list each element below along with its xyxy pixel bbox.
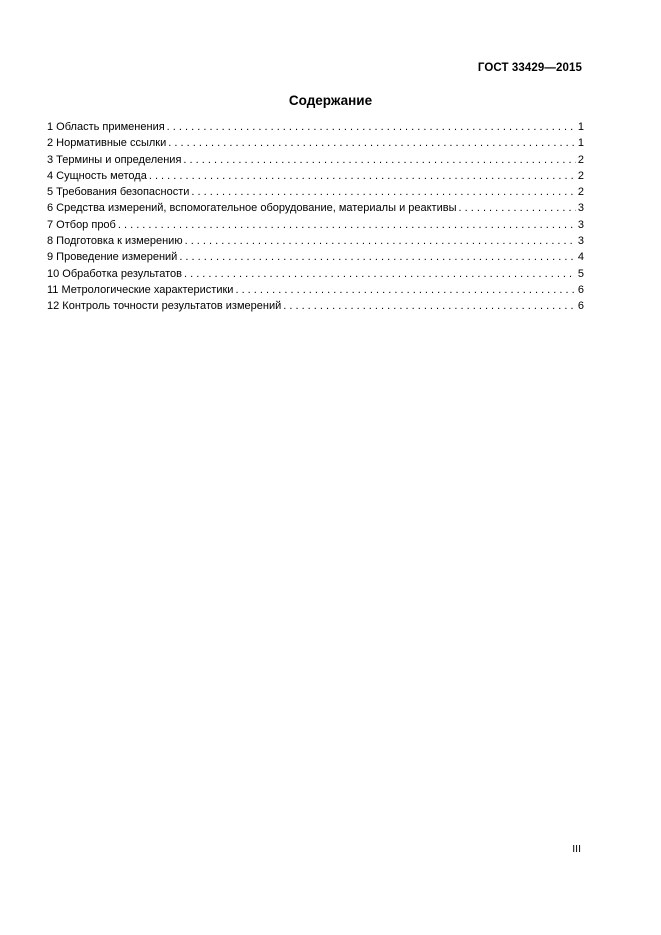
toc-entry-page: 1 bbox=[577, 137, 584, 150]
toc-entry-label: 2 Нормативные ссылки bbox=[47, 137, 167, 150]
toc-entry[interactable] bbox=[47, 266, 584, 282]
toc-entry-label: 4 Сущность метода bbox=[47, 169, 147, 182]
toc-entry[interactable] bbox=[47, 233, 584, 249]
toc-entry-label: 6 Средства измерений, вспомогательное оборудование, материалы и реактивы bbox=[47, 202, 457, 215]
toc-dot-leader bbox=[182, 266, 576, 282]
toc-entry-page: 6 bbox=[577, 300, 584, 313]
toc-entry-label: 11 Метрологические характеристики bbox=[47, 283, 234, 296]
toc-entry-page: 3 bbox=[577, 202, 584, 215]
toc-title: Содержание bbox=[288, 93, 373, 108]
toc-dot-leader bbox=[281, 298, 576, 314]
toc-entry[interactable] bbox=[47, 282, 584, 298]
toc-entry-page: 4 bbox=[577, 251, 584, 264]
toc-entry-page: 1 bbox=[577, 121, 584, 133]
toc-entry[interactable] bbox=[47, 135, 584, 151]
toc-entry-label: 9 Проведение измерений bbox=[47, 251, 178, 264]
toc-entry-page: 3 bbox=[577, 235, 584, 248]
toc-entry[interactable] bbox=[47, 168, 584, 184]
toc-entry-label: 8 Подготовка к измерению bbox=[47, 235, 183, 248]
toc-dot-leader bbox=[116, 217, 576, 233]
toc-entry-label: 12 Контроль точности результатов измерений bbox=[47, 300, 282, 313]
toc-entry[interactable] bbox=[47, 184, 584, 200]
toc-entry[interactable] bbox=[47, 217, 584, 233]
toc-dot-leader bbox=[147, 168, 576, 184]
toc-entry-page: 6 bbox=[577, 283, 584, 296]
toc-dot-leader bbox=[233, 282, 576, 298]
toc-dot-leader bbox=[183, 233, 576, 249]
toc-entry[interactable] bbox=[47, 119, 584, 135]
toc-entry-page: 2 bbox=[577, 186, 584, 199]
toc-entry[interactable] bbox=[47, 152, 584, 168]
toc-entry-label: 5 Требования безопасности bbox=[47, 186, 190, 199]
toc-dot-leader bbox=[181, 152, 576, 168]
toc-entry-page: 3 bbox=[577, 218, 584, 231]
toc-entry[interactable] bbox=[47, 200, 584, 216]
toc-dot-leader bbox=[166, 135, 576, 151]
toc-entry-page: 2 bbox=[577, 153, 584, 166]
document-code: ГОСТ 33429—2015 bbox=[477, 62, 582, 74]
toc-dot-leader bbox=[165, 119, 576, 135]
toc-entry-label: 3 Термины и определения bbox=[47, 153, 182, 166]
toc-dot-leader bbox=[457, 200, 577, 216]
toc-entry-label: 1 Область применения bbox=[47, 121, 165, 133]
toc-entry[interactable] bbox=[47, 298, 584, 314]
toc-entry-label: 7 Отбор проб bbox=[47, 218, 116, 231]
toc-entry-page: 5 bbox=[577, 267, 584, 280]
toc-list bbox=[47, 119, 584, 315]
toc-entry-label: 10 Обработка результатов bbox=[47, 267, 182, 280]
toc-entry-page: 2 bbox=[577, 169, 584, 182]
toc-dot-leader bbox=[177, 249, 576, 265]
toc-dot-leader bbox=[189, 184, 576, 200]
toc-entry[interactable] bbox=[47, 249, 584, 265]
page-number: III bbox=[572, 843, 581, 855]
